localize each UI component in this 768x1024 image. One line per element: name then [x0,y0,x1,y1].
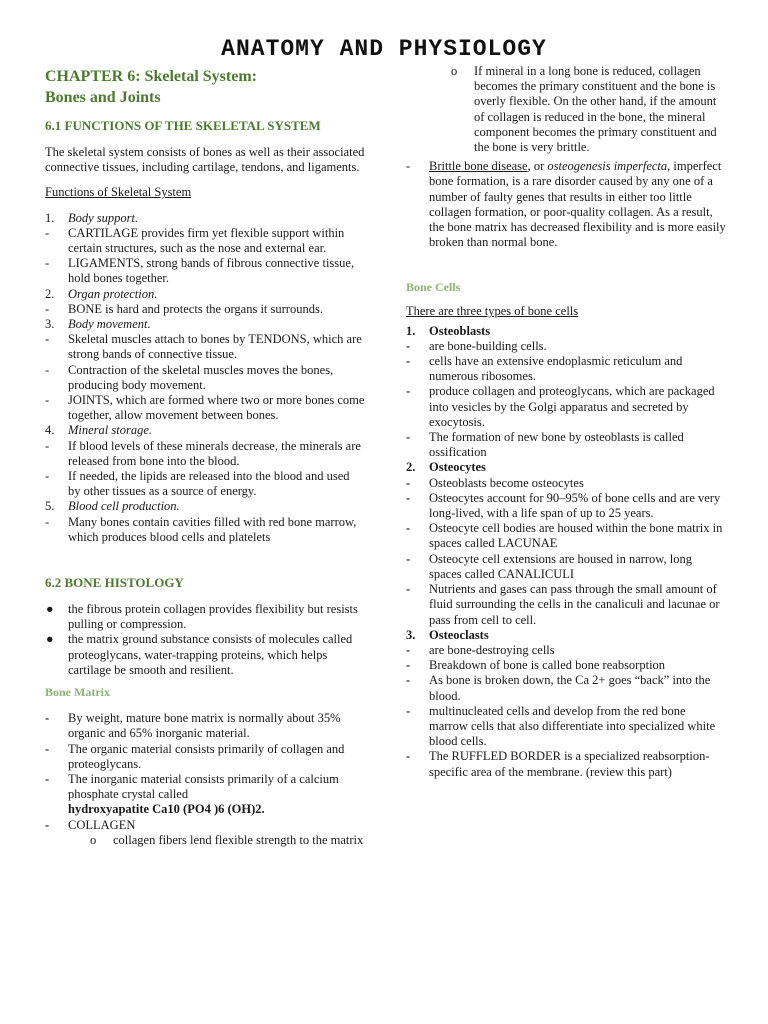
list-item: - are bone-building cells. [406,338,547,353]
list-item: - If needed, the lipids are released into the blood and used by other tissues as a source of energy. [45,469,350,499]
list-item: 1. Osteoblasts [406,323,491,338]
list-item: - Skeletal muscles attach to bones by TENDONS, which are strong bands of connective tissue. [45,332,362,362]
list-item: - cells have an extensive endoplasmic reticulum and numerous ribosomes. [406,354,683,384]
intro-paragraph: The skeletal system consists of bones as well as their associated connective tissues, including cartilage, tendons, and ligaments. [45,145,365,175]
list-item: - As bone is broken down, the Ca 2+ goes “back” into the blood. [406,673,711,703]
list-item: ● the fibrous protein collagen provides flexibility but resists pulling or compression. [46,602,358,632]
list-item: - Contraction of the skeletal muscles moves the bones, producing body movement. [45,362,334,392]
list-item: - If blood levels of these minerals decrease, the minerals are released from bone into the blood. [45,438,361,468]
list-item: ● the matrix ground substance consists of molecules called proteoglycans, water-trapping proteins, which helps cartilage be smooth and resilient. [46,632,353,677]
list-item: - Brittle bone disease, or osteogenesis imperfecta, imperfect bone formation, is a rare disorder caused by any one of a number of faulty genes that results in either too little collagen formation, or poor-quality collagen. As a result, the bone matrix has decreased flexibility and is more easily broken than normal bone. [406,159,726,250]
list-item: - The formation of new bone by osteoblasts is called ossification [406,430,684,460]
list-item: - By weight, mature bone matrix is normally about 35% organic and 65% inorganic material. [45,711,341,741]
list-item: - Nutrients and gases can pass through the small amount of fluid surrounding the cells in the canaliculi and lacunae or pass from cell to cell. [406,582,720,627]
list-item: 5. Blood cell production. [45,499,180,514]
left-column [45,66,365,848]
list-item: 2. Osteocytes [406,460,486,475]
list-item: - are bone-destroying cells [406,642,555,657]
list-item: - Many bones contain cavities filled with red bone marrow, which produces blood cells and platelets [45,514,357,544]
list-item: 1. Body support. [45,210,139,225]
list-item: - Osteocyte cell extensions are housed in narrow, long spaces called CANALICULI [406,551,693,581]
list-item: - CARTILAGE provides firm yet flexible support within certain structures, such as the nose and external ear. [45,225,345,256]
list-item: 4. Mineral storage. [45,423,153,438]
list-item: 3. Osteoclasts [406,627,489,642]
section-heading-6-2: 6.2 BONE HISTOLOGY [45,575,184,591]
list-item: 3. Body movement. [45,317,151,332]
chapter-subtitle: Bones and Joints [45,89,161,106]
list-item: - JOINTS, which are formed where two or more bones come together, allow movement between bones. [45,393,365,423]
chapter-title: CHAPTER 6: Skeletal System: [45,68,257,85]
subheading-bone-matrix: Bone Matrix [45,685,110,700]
subheading-bone-cells: Bone Cells [406,280,461,295]
list-item: - multinucleated cells and develop from the red bone marrow cells that also differentiate into specialized white blood cells. [406,703,716,749]
list-item: 2. Organ protection. [45,286,158,301]
list-item: - The RUFFLED BORDER is a specialized reabsorption-specific area of the membrane. (review this part) [406,749,710,779]
list-item: o If mineral in a long bone is reduced, collagen becomes the primary constituent and the bone is overly flexible. On the other hand, if the amount of collagen is reduced in the bone, the mineral component becomes the primary constituent and the bone is very brittle. [451,64,717,155]
list-item: - COLLAGEN [45,817,136,832]
functions-heading: Functions of Skeletal System [45,185,192,200]
list-item: - The inorganic material consists primarily of a calcium phosphate crystal called hydroxyapatite Ca10 (PO4 )6 (OH)2. [45,771,339,817]
page-title: ANATOMY AND PHYSIOLOGY [221,36,547,62]
list-item: - produce collagen and proteoglycans, which are packaged into vesicles by the Golgi apparatus and secreted by exocytosis. [406,384,715,429]
bone-cells-intro: There are three types of bone cells [406,304,579,319]
list-item: o collagen fibers lend flexible strength to the matrix [90,832,364,847]
list-item: - LIGAMENTS, strong bands of fibrous connective tissue, hold bones together. [45,256,355,286]
list-item: - Osteocyte cell bodies are housed within the bone matrix in spaces called LACUNAE [406,521,723,551]
list-item: - Osteocytes account for 90–95% of bone cells and are very long-lived, with a life span of up to 25 years. [406,490,721,521]
list-item: - Breakdown of bone is called bone reabsorption [406,658,666,673]
list-item: - The organic material consists primarily of collagen and proteoglycans. [45,741,345,771]
section-heading-6-1: 6.1 FUNCTIONS OF THE SKELETAL SYSTEM [45,118,321,133]
list-item: - BONE is hard and protects the organs it surrounds. [45,301,323,316]
list-item: - Osteoblasts become osteocytes [406,475,584,490]
right-column [406,64,726,780]
